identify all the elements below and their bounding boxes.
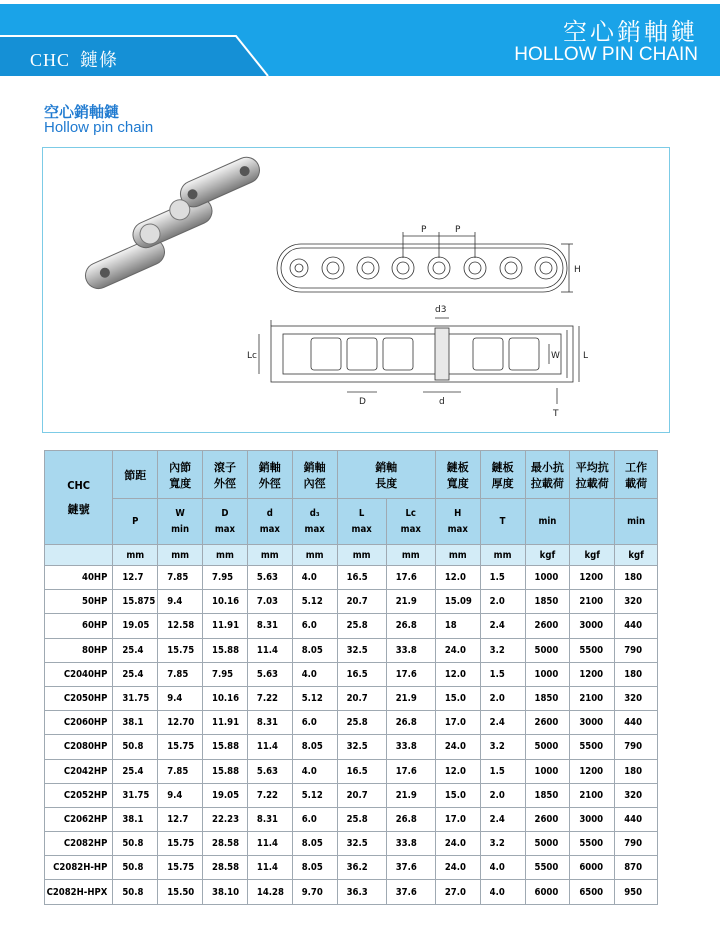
- spec-value-cell: 1200: [570, 662, 615, 686]
- spec-value-cell: 15.88: [203, 759, 248, 783]
- sym-d3: d₃ max: [292, 499, 337, 545]
- chain-model-cell: 60HP: [45, 614, 113, 638]
- spec-value-cell: 24.0: [435, 832, 480, 856]
- spec-value-cell: 320: [615, 590, 658, 614]
- spec-value-cell: 7.95: [203, 566, 248, 590]
- series-code: CHC: [30, 50, 71, 70]
- spec-value-cell: 8.05: [292, 832, 337, 856]
- spec-value-cell: 37.6: [386, 880, 435, 904]
- spec-value-cell: 1.5: [480, 662, 525, 686]
- spec-value-cell: 8.31: [247, 614, 292, 638]
- spec-value-cell: 32.5: [337, 638, 386, 662]
- spec-value-cell: 15.09: [435, 590, 480, 614]
- spec-value-cell: 33.8: [386, 832, 435, 856]
- spec-value-cell: 440: [615, 711, 658, 735]
- chain-model-cell: C2082H-HP: [45, 856, 113, 880]
- spec-value-cell: 320: [615, 783, 658, 807]
- spec-value-cell: 33.8: [386, 735, 435, 759]
- spec-value-cell: 2.4: [480, 614, 525, 638]
- dim-label-w: W: [551, 351, 560, 361]
- spec-value-cell: 1.5: [480, 759, 525, 783]
- chain-photo: [67, 153, 279, 293]
- spec-value-cell: 20.7: [337, 686, 386, 710]
- chain-model-cell: C2060HP: [45, 711, 113, 735]
- spec-value-cell: 24.0: [435, 638, 480, 662]
- chain-model-cell: C2052HP: [45, 783, 113, 807]
- spec-value-cell: 6000: [525, 880, 570, 904]
- header-pin-inner-diameter: 銷軸 內徑: [292, 451, 337, 499]
- unit-cell: mm: [158, 545, 203, 566]
- spec-value-cell: 32.5: [337, 735, 386, 759]
- spec-value-cell: 25.4: [113, 662, 158, 686]
- spec-value-cell: 25.4: [113, 638, 158, 662]
- spec-value-cell: 11.4: [247, 638, 292, 662]
- spec-value-cell: 2600: [525, 614, 570, 638]
- spec-value-cell: 2600: [525, 711, 570, 735]
- spec-value-cell: 5.63: [247, 759, 292, 783]
- spec-value-cell: 16.5: [337, 566, 386, 590]
- spec-value-cell: 1850: [525, 686, 570, 710]
- spec-value-cell: 1200: [570, 759, 615, 783]
- spec-value-cell: 14.28: [247, 880, 292, 904]
- spec-value-cell: 870: [615, 856, 658, 880]
- spec-value-cell: 16.5: [337, 759, 386, 783]
- header-avg-tensile: 平均抗 拉載荷: [570, 451, 615, 499]
- spec-value-cell: 25.4: [113, 759, 158, 783]
- spec-value-cell: 37.6: [386, 856, 435, 880]
- dim-label-d3: d3: [435, 305, 447, 315]
- spec-value-cell: 5500: [570, 638, 615, 662]
- dim-label-h: H: [574, 265, 581, 275]
- spec-value-cell: 38.1: [113, 807, 158, 831]
- spec-value-cell: 950: [615, 880, 658, 904]
- spec-value-cell: 12.70: [158, 711, 203, 735]
- table-row: [45, 662, 658, 686]
- chain-side-drawing: [277, 232, 573, 292]
- chain-model-cell: C2050HP: [45, 686, 113, 710]
- sym-lc: Lc max: [386, 499, 435, 545]
- spec-value-cell: 12.7: [113, 566, 158, 590]
- spec-value-cell: 7.85: [158, 566, 203, 590]
- sym-min-tensile: min: [525, 499, 570, 545]
- spec-value-cell: 21.9: [386, 590, 435, 614]
- spec-value-cell: 7.22: [247, 783, 292, 807]
- spec-value-cell: 50.8: [113, 880, 158, 904]
- spec-value-cell: 7.85: [158, 759, 203, 783]
- spec-value-cell: 6.0: [292, 711, 337, 735]
- section-title-cn: 空心銷軸鏈: [44, 103, 120, 121]
- spec-value-cell: 16.5: [337, 662, 386, 686]
- spec-value-cell: 5.12: [292, 590, 337, 614]
- spec-value-cell: 12.58: [158, 614, 203, 638]
- spec-value-cell: 50.8: [113, 856, 158, 880]
- spec-value-cell: 11.4: [247, 832, 292, 856]
- spec-value-cell: 17.6: [386, 662, 435, 686]
- spec-value-cell: 11.91: [203, 711, 248, 735]
- sym-avg-tensile: [570, 499, 615, 545]
- table-row: [45, 856, 658, 880]
- spec-value-cell: 19.05: [113, 614, 158, 638]
- chain-model-cell: C2062HP: [45, 807, 113, 831]
- header-model-line1: CHC: [67, 478, 91, 492]
- spec-value-cell: 18: [435, 614, 480, 638]
- spec-value-cell: 7.95: [203, 662, 248, 686]
- spec-value-cell: 7.03: [247, 590, 292, 614]
- chain-model-cell: C2082H-HPX: [45, 880, 113, 904]
- spec-value-cell: 31.75: [113, 686, 158, 710]
- spec-value-cell: 15.75: [158, 832, 203, 856]
- spec-value-cell: 6000: [570, 856, 615, 880]
- spec-value-cell: 1850: [525, 590, 570, 614]
- spec-value-cell: 4.0: [480, 856, 525, 880]
- spec-value-cell: 36.3: [337, 880, 386, 904]
- spec-value-cell: 26.8: [386, 807, 435, 831]
- spec-value-cell: 3.2: [480, 638, 525, 662]
- table-row: [45, 880, 658, 904]
- spec-value-cell: 2600: [525, 807, 570, 831]
- dim-label-d-pin: d: [439, 397, 445, 407]
- spec-value-cell: 36.2: [337, 856, 386, 880]
- spec-value-cell: 15.875: [113, 590, 158, 614]
- spec-value-cell: 180: [615, 759, 658, 783]
- sym-d-roller: D max: [203, 499, 248, 545]
- spec-value-cell: 31.75: [113, 783, 158, 807]
- spec-value-cell: 440: [615, 807, 658, 831]
- unit-cell: kgf: [570, 545, 615, 566]
- spec-value-cell: 5.63: [247, 662, 292, 686]
- chain-model-cell: C2040HP: [45, 662, 113, 686]
- chain-model-cell: C2082HP: [45, 832, 113, 856]
- spec-value-cell: 2100: [570, 783, 615, 807]
- spec-value-cell: 15.88: [203, 638, 248, 662]
- dim-label-d-roller: D: [359, 397, 366, 407]
- spec-value-cell: 10.16: [203, 686, 248, 710]
- chain-model-cell: 50HP: [45, 590, 113, 614]
- table-row: [45, 759, 658, 783]
- spec-value-cell: 6500: [570, 880, 615, 904]
- sym-w: W min: [158, 499, 203, 545]
- spec-value-cell: 2.0: [480, 783, 525, 807]
- spec-value-cell: 1000: [525, 566, 570, 590]
- spec-table: [44, 450, 658, 905]
- chain-plan-drawing: [259, 318, 579, 404]
- spec-value-cell: 21.9: [386, 686, 435, 710]
- table-row: [45, 783, 658, 807]
- page-title-en: HOLLOW PIN CHAIN: [514, 44, 698, 65]
- spec-value-cell: 4.0: [292, 566, 337, 590]
- table-row: [45, 686, 658, 710]
- spec-value-cell: 25.8: [337, 614, 386, 638]
- spec-value-cell: 20.7: [337, 783, 386, 807]
- header-plate-thickness: 鏈板 厚度: [480, 451, 525, 499]
- spec-value-cell: 8.31: [247, 807, 292, 831]
- header-inner-width: 內節 寬度: [158, 451, 203, 499]
- spec-value-cell: 38.1: [113, 711, 158, 735]
- spec-value-cell: 11.4: [247, 735, 292, 759]
- dim-label-p1: P: [421, 225, 427, 235]
- spec-value-cell: 180: [615, 566, 658, 590]
- header-model: [45, 451, 113, 545]
- spec-value-cell: 11.91: [203, 614, 248, 638]
- spec-value-cell: 8.05: [292, 638, 337, 662]
- series-name: 鏈條: [80, 50, 119, 70]
- spec-value-cell: 9.4: [158, 686, 203, 710]
- spec-value-cell: 9.70: [292, 880, 337, 904]
- units-row: [45, 545, 658, 566]
- spec-value-cell: 2.0: [480, 686, 525, 710]
- spec-value-cell: 1.5: [480, 566, 525, 590]
- spec-value-cell: 790: [615, 832, 658, 856]
- spec-value-cell: 4.0: [292, 759, 337, 783]
- spec-value-cell: 25.8: [337, 711, 386, 735]
- spec-value-cell: 3000: [570, 807, 615, 831]
- table-row: [45, 566, 658, 590]
- unit-cell: [45, 545, 113, 566]
- spec-value-cell: 1200: [570, 566, 615, 590]
- spec-value-cell: 19.05: [203, 783, 248, 807]
- unit-cell: mm: [247, 545, 292, 566]
- spec-value-cell: 5000: [525, 832, 570, 856]
- spec-value-cell: 50.8: [113, 832, 158, 856]
- spec-value-cell: 26.8: [386, 711, 435, 735]
- series-label: [30, 46, 128, 72]
- spec-value-cell: 440: [615, 614, 658, 638]
- page-title-cn: 空心銷軸鏈: [563, 18, 698, 46]
- spec-value-cell: 8.31: [247, 711, 292, 735]
- spec-value-cell: 15.75: [158, 735, 203, 759]
- unit-cell: mm: [337, 545, 386, 566]
- dim-label-lc: Lc: [247, 351, 257, 361]
- figure-panel: [42, 147, 670, 433]
- spec-value-cell: 8.05: [292, 735, 337, 759]
- unit-cell: kgf: [525, 545, 570, 566]
- spec-value-cell: 1850: [525, 783, 570, 807]
- spec-value-cell: 6.0: [292, 807, 337, 831]
- spec-value-cell: 6.0: [292, 614, 337, 638]
- spec-value-cell: 3000: [570, 711, 615, 735]
- unit-cell: kgf: [615, 545, 658, 566]
- spec-value-cell: 22.23: [203, 807, 248, 831]
- spec-value-cell: 28.58: [203, 856, 248, 880]
- section-title-en: Hollow pin chain: [44, 119, 154, 136]
- spec-value-cell: 2.4: [480, 807, 525, 831]
- spec-value-cell: 320: [615, 686, 658, 710]
- spec-value-cell: 790: [615, 735, 658, 759]
- spec-value-cell: 17.6: [386, 759, 435, 783]
- sym-d-pin: d max: [247, 499, 292, 545]
- spec-value-cell: 12.0: [435, 662, 480, 686]
- spec-value-cell: 24.0: [435, 735, 480, 759]
- spec-value-cell: 5500: [570, 832, 615, 856]
- spec-value-cell: 24.0: [435, 856, 480, 880]
- spec-value-cell: 17.6: [386, 566, 435, 590]
- sym-l: L max: [337, 499, 386, 545]
- chain-model-cell: 80HP: [45, 638, 113, 662]
- spec-value-cell: 1000: [525, 759, 570, 783]
- spec-value-cell: 5500: [570, 735, 615, 759]
- unit-cell: mm: [480, 545, 525, 566]
- spec-value-cell: 32.5: [337, 832, 386, 856]
- spec-value-cell: 38.10: [203, 880, 248, 904]
- spec-value-cell: 8.05: [292, 856, 337, 880]
- chain-model-cell: C2080HP: [45, 735, 113, 759]
- table-row: [45, 614, 658, 638]
- spec-value-cell: 5.63: [247, 566, 292, 590]
- spec-value-cell: 50.8: [113, 735, 158, 759]
- spec-value-cell: 15.0: [435, 783, 480, 807]
- spec-value-cell: 790: [615, 638, 658, 662]
- spec-table-body: [45, 566, 658, 905]
- table-row: [45, 807, 658, 831]
- spec-value-cell: 20.7: [337, 590, 386, 614]
- spec-value-cell: 17.0: [435, 711, 480, 735]
- dim-label-t: T: [553, 409, 559, 419]
- chain-model-cell: 40HP: [45, 566, 113, 590]
- header-min-tensile: 最小抗 拉載荷: [525, 451, 570, 499]
- spec-value-cell: 7.85: [158, 662, 203, 686]
- spec-value-cell: 5.12: [292, 686, 337, 710]
- spec-value-cell: 7.22: [247, 686, 292, 710]
- spec-value-cell: 12.0: [435, 759, 480, 783]
- spec-value-cell: 17.0: [435, 807, 480, 831]
- spec-value-cell: 3.2: [480, 832, 525, 856]
- unit-cell: mm: [386, 545, 435, 566]
- dim-label-p2: P: [455, 225, 461, 235]
- spec-value-cell: 3.2: [480, 735, 525, 759]
- unit-cell: mm: [435, 545, 480, 566]
- sym-t: T: [480, 499, 525, 545]
- table-row: [45, 832, 658, 856]
- header-pitch: 節距: [113, 451, 158, 499]
- spec-value-cell: 3000: [570, 614, 615, 638]
- spec-value-cell: 2.0: [480, 590, 525, 614]
- spec-value-cell: 15.75: [158, 638, 203, 662]
- header-roller-diameter: 滾子 外徑: [203, 451, 248, 499]
- chain-model-cell: C2042HP: [45, 759, 113, 783]
- spec-value-cell: 9.4: [158, 590, 203, 614]
- unit-cell: mm: [203, 545, 248, 566]
- header-banner: [0, 0, 720, 76]
- spec-value-cell: 10.16: [203, 590, 248, 614]
- table-row: [45, 638, 658, 662]
- unit-cell: mm: [113, 545, 158, 566]
- spec-value-cell: 15.0: [435, 686, 480, 710]
- table-row: [45, 735, 658, 759]
- spec-value-cell: 5.12: [292, 783, 337, 807]
- spec-value-cell: 2100: [570, 686, 615, 710]
- spec-value-cell: 15.75: [158, 856, 203, 880]
- table-row: [45, 590, 658, 614]
- spec-value-cell: 5000: [525, 638, 570, 662]
- roller-circles: [290, 257, 557, 279]
- spec-value-cell: 4.0: [292, 662, 337, 686]
- spec-value-cell: 26.8: [386, 614, 435, 638]
- dim-label-l: L: [583, 351, 589, 361]
- spec-value-cell: 9.4: [158, 783, 203, 807]
- spec-value-cell: 33.8: [386, 638, 435, 662]
- header-pin-outer-diameter: 銷軸 外徑: [247, 451, 292, 499]
- sym-working-load: min: [615, 499, 658, 545]
- sym-p: P: [113, 499, 158, 545]
- spec-value-cell: 21.9: [386, 783, 435, 807]
- header-pin-length: 銷軸 長度: [337, 451, 435, 499]
- spec-value-cell: 2.4: [480, 711, 525, 735]
- spec-value-cell: 5000: [525, 735, 570, 759]
- spec-value-cell: 25.8: [337, 807, 386, 831]
- spec-value-cell: 28.58: [203, 832, 248, 856]
- spec-value-cell: 11.4: [247, 856, 292, 880]
- spec-value-cell: 5500: [525, 856, 570, 880]
- spec-value-cell: 27.0: [435, 880, 480, 904]
- spec-value-cell: 12.0: [435, 566, 480, 590]
- sym-h: H max: [435, 499, 480, 545]
- spec-value-cell: 2100: [570, 590, 615, 614]
- spec-value-cell: 1000: [525, 662, 570, 686]
- header-working-load: 工作 載荷: [615, 451, 658, 499]
- spec-value-cell: 15.88: [203, 735, 248, 759]
- chain-figure: [43, 148, 669, 432]
- header-model-line2: 鏈號: [67, 502, 90, 516]
- spec-value-cell: 180: [615, 662, 658, 686]
- spec-value-cell: 12.7: [158, 807, 203, 831]
- spec-value-cell: 15.50: [158, 880, 203, 904]
- table-row: [45, 711, 658, 735]
- spec-value-cell: 4.0: [480, 880, 525, 904]
- unit-cell: mm: [292, 545, 337, 566]
- header-plate-width: 鏈板 寬度: [435, 451, 480, 499]
